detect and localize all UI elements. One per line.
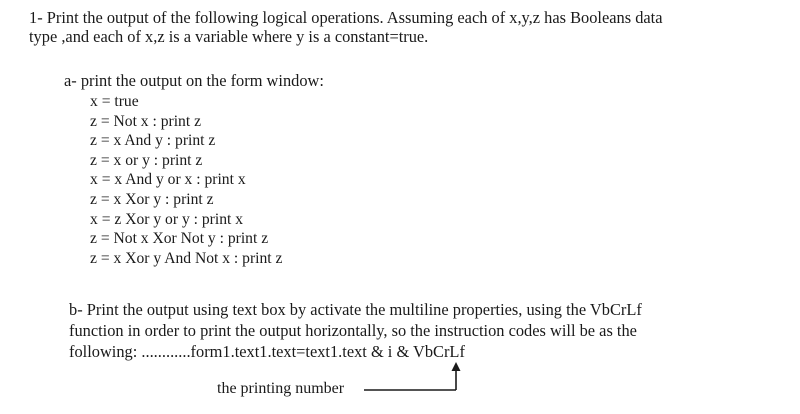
question-text-line-1: 1- Print the output of the following logical operations. Assuming each of x,y,z has Booleans data <box>29 8 663 27</box>
code-line: z = x or y : print z <box>90 151 203 169</box>
question-text-line-2: type ,and each of x,z is a variable where y is a constant=true. <box>29 27 429 46</box>
annotation-arrow <box>364 360 474 400</box>
code-block <box>90 92 282 268</box>
code-line: z = Not x : print z <box>90 112 201 130</box>
part-b-text-line-2: function in order to print the output horizontally, so the instruction codes will be as the <box>69 321 637 340</box>
code-line: z = Not x Xor Not y : print z <box>90 230 269 248</box>
part-b-text-line-3: following: ............form1.text1.text=text1.text & i & VbCrLf <box>69 342 465 361</box>
part-b-text-line-1: b- Print the output using text box by activate the multiline properties, using the VbCrLf <box>69 300 642 319</box>
code-line: x = true <box>90 93 139 110</box>
arrow-up-icon <box>452 362 461 371</box>
code-line: x = z Xor y or y : print x <box>90 210 244 228</box>
code-line: z = x And y : print z <box>90 132 216 150</box>
part-a-header: a- print the output on the form window: <box>64 71 324 90</box>
code-line: z = x Xor y : print z <box>90 190 214 208</box>
code-line: x = x And y or x : print x <box>90 171 246 189</box>
annotation-label: the printing number <box>217 380 345 397</box>
code-line: z = x Xor y And Not x : print z <box>90 249 283 267</box>
